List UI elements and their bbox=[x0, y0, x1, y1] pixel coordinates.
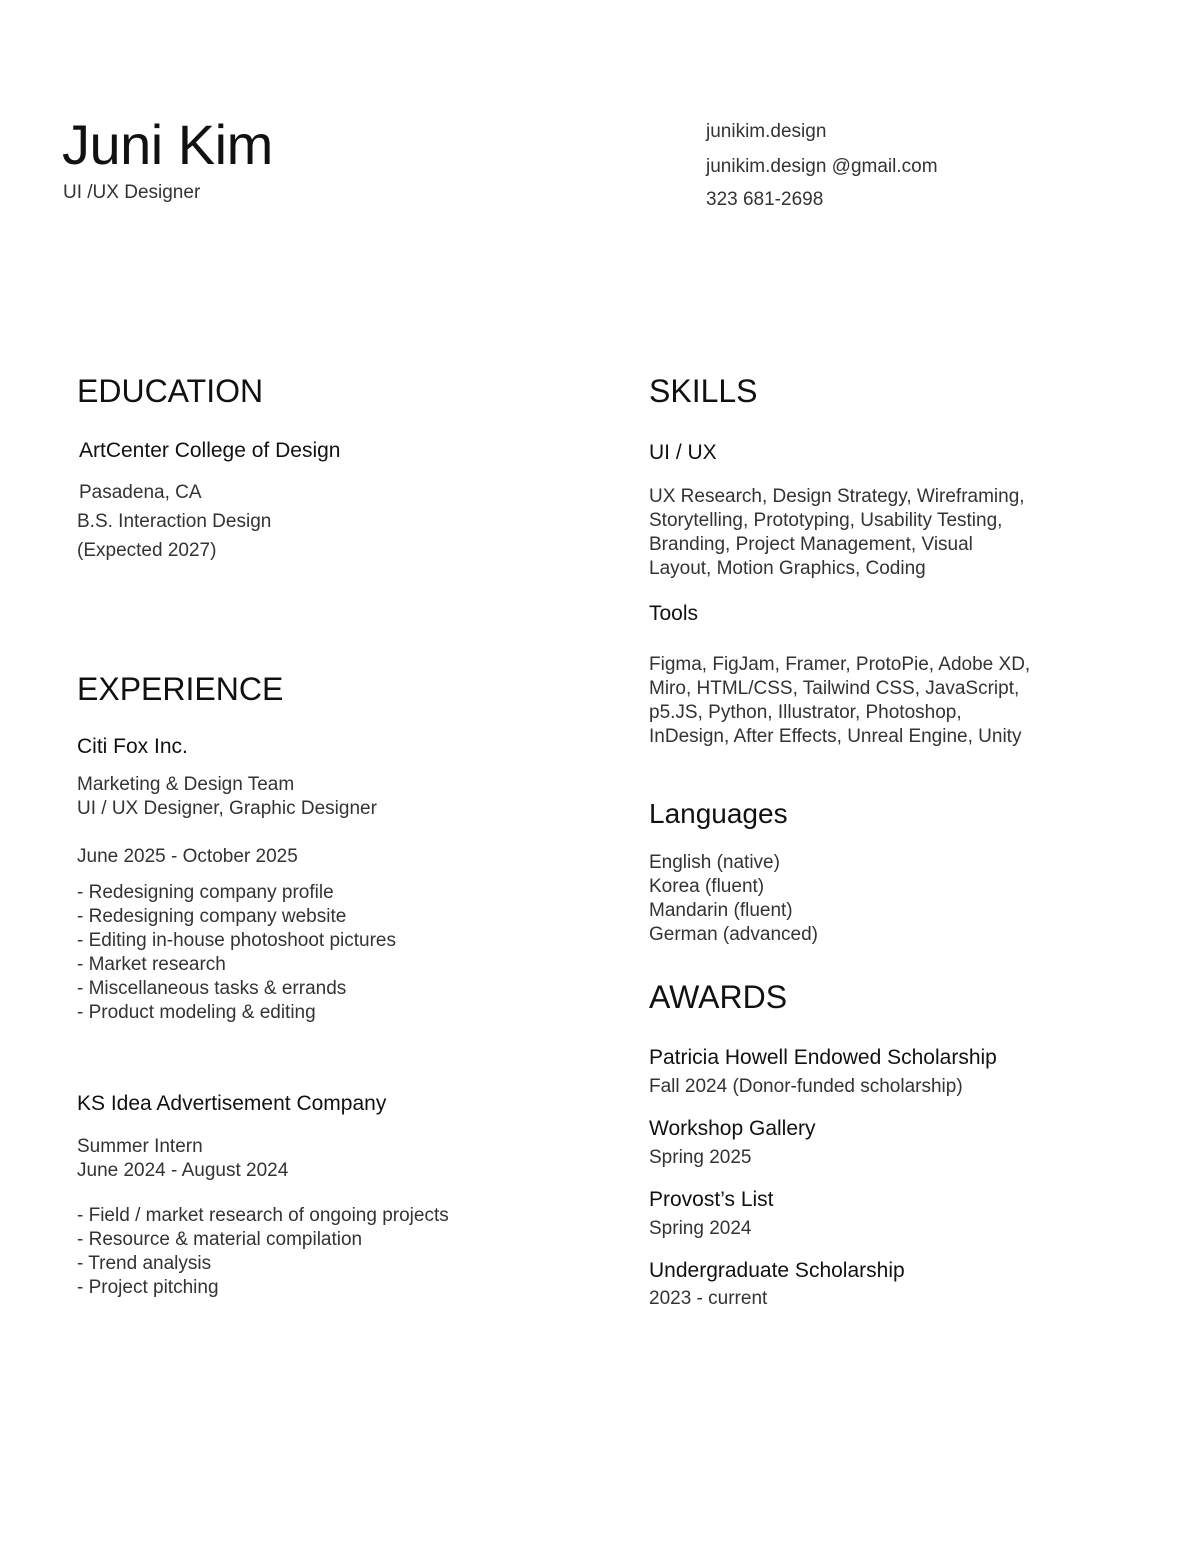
languages-heading: Languages bbox=[649, 798, 788, 829]
job-task-list bbox=[77, 881, 396, 1025]
job-dates: June 2025 - October 2025 bbox=[77, 846, 298, 867]
tools-line: p5.JS, Python, Illustrator, Photoshop, bbox=[649, 702, 962, 723]
contact-website[interactable]: junikim.design bbox=[706, 121, 827, 142]
job-task-list bbox=[77, 1204, 449, 1300]
skills-tools-heading: Tools bbox=[649, 602, 699, 625]
job-details bbox=[77, 773, 377, 821]
job-task: - Trend analysis bbox=[77, 1253, 212, 1274]
education-heading: EDUCATION bbox=[77, 373, 264, 409]
education-location: Pasadena, CA bbox=[79, 482, 202, 503]
award-detail: Spring 2024 bbox=[649, 1218, 752, 1239]
award-detail: 2023 - current bbox=[649, 1288, 768, 1309]
award-name: Provost’s List bbox=[649, 1188, 774, 1211]
education-degree: B.S. Interaction Design bbox=[77, 511, 272, 532]
job-task: - Resource & material compilation bbox=[77, 1229, 363, 1250]
job-task: - Miscellaneous tasks & errands bbox=[77, 978, 347, 999]
job-company: Citi Fox Inc. bbox=[77, 735, 188, 758]
resume-name: Juni Kim bbox=[62, 113, 273, 176]
job-title: Summer Intern bbox=[77, 1136, 203, 1157]
award-name: Undergraduate Scholarship bbox=[649, 1259, 905, 1282]
award-name: Workshop Gallery bbox=[649, 1117, 816, 1140]
job-task: - Redesigning company profile bbox=[77, 882, 334, 903]
experience-heading: EXPERIENCE bbox=[77, 671, 284, 707]
skills-line: Storytelling, Prototyping, Usability Testing, bbox=[649, 510, 1003, 531]
language-item: Korea (fluent) bbox=[649, 876, 765, 897]
job-task: - Redesigning company website bbox=[77, 906, 347, 927]
job-task: - Project pitching bbox=[77, 1277, 219, 1298]
tools-line: Figma, FigJam, Framer, ProtoPie, Adobe XD, bbox=[649, 654, 1031, 675]
skills-tools-list bbox=[649, 653, 1030, 749]
language-item: Mandarin (fluent) bbox=[649, 900, 793, 921]
job-task: - Market research bbox=[77, 954, 226, 975]
job-company: KS Idea Advertisement Company bbox=[77, 1092, 387, 1115]
job-task: - Field / market research of ongoing projects bbox=[77, 1205, 449, 1226]
job-team: Marketing & Design Team bbox=[77, 774, 295, 795]
job-details bbox=[77, 1135, 288, 1183]
job-dates: June 2024 - August 2024 bbox=[77, 1160, 289, 1181]
award-detail: Spring 2025 bbox=[649, 1147, 752, 1168]
resume-role: UI /UX Designer bbox=[63, 182, 201, 203]
education-school: ArtCenter College of Design bbox=[79, 439, 341, 462]
awards-heading: AWARDS bbox=[649, 979, 788, 1015]
award-name: Patricia Howell Endowed Scholarship bbox=[649, 1046, 997, 1069]
contact-phone: 323 681-2698 bbox=[706, 189, 824, 210]
contact-email[interactable]: junikim.design @gmail.com bbox=[706, 156, 938, 177]
skills-line: Branding, Project Management, Visual bbox=[649, 534, 973, 555]
languages-list bbox=[649, 851, 818, 947]
language-item: German (advanced) bbox=[649, 924, 818, 945]
skills-line: Layout, Motion Graphics, Coding bbox=[649, 558, 926, 579]
award-detail: Fall 2024 (Donor-funded scholarship) bbox=[649, 1076, 963, 1097]
skills-line: UX Research, Design Strategy, Wireframing, bbox=[649, 486, 1025, 507]
skills-uiux-heading: UI / UX bbox=[649, 441, 717, 464]
job-task: - Product modeling & editing bbox=[77, 1002, 316, 1023]
tools-line: Miro, HTML/CSS, Tailwind CSS, JavaScript, bbox=[649, 678, 1020, 699]
job-task: - Editing in-house photoshoot pictures bbox=[77, 930, 396, 951]
job-title: UI / UX Designer, Graphic Designer bbox=[77, 798, 377, 819]
skills-heading: SKILLS bbox=[649, 373, 758, 409]
tools-line: InDesign, After Effects, Unreal Engine, Unity bbox=[649, 726, 1022, 747]
education-expected: (Expected 2027) bbox=[77, 540, 217, 561]
skills-uiux-list bbox=[649, 485, 1025, 581]
language-item: English (native) bbox=[649, 852, 780, 873]
